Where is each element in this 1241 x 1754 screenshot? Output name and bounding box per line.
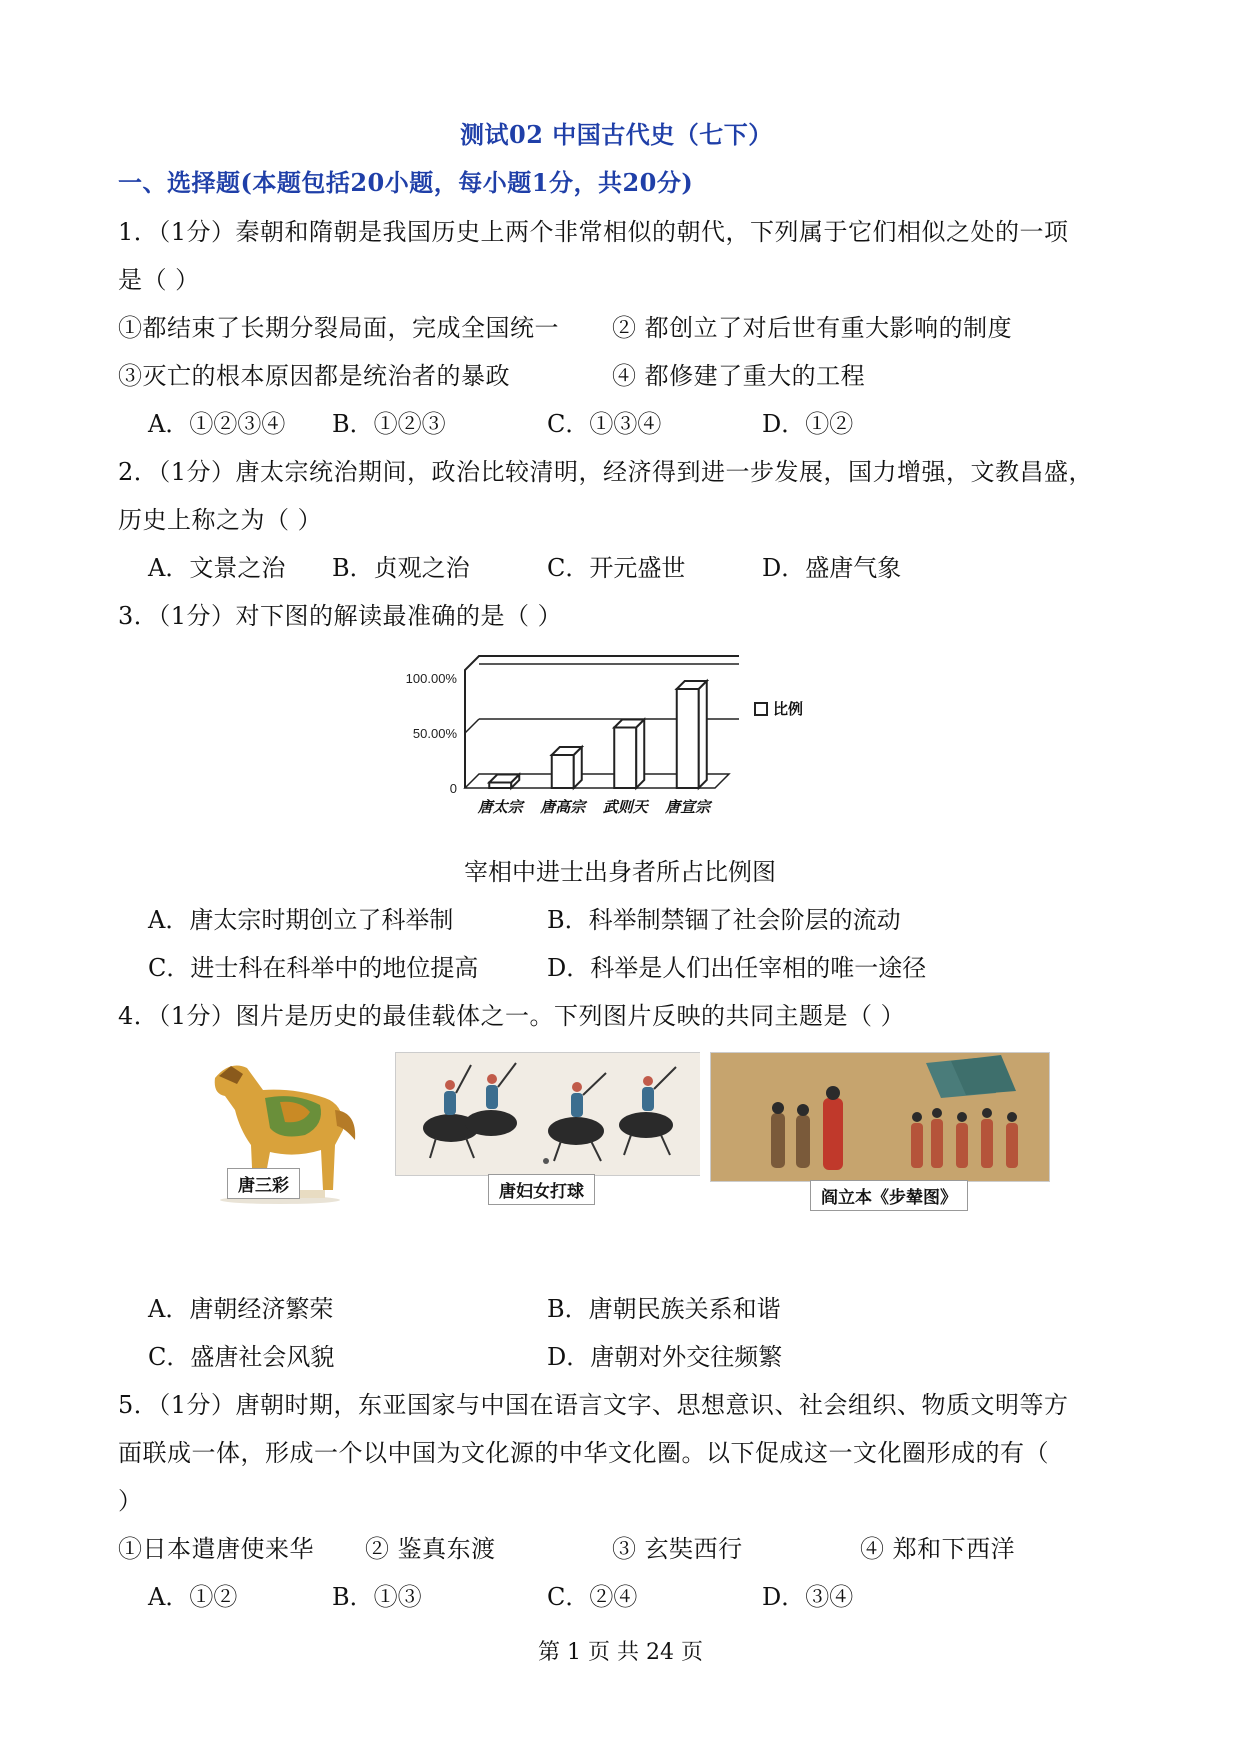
statement-3: ③ 玄奘西行: [612, 1535, 743, 1563]
bar-唐宣宗: [677, 681, 707, 788]
question-stem-continued: 历史上称之为（ ）: [118, 506, 323, 534]
statement-1: ①都结束了长期分裂局面，完成全国统一: [118, 314, 559, 342]
bar-武则天: [614, 720, 644, 789]
tang-women-polo-image: [395, 1052, 700, 1207]
image-label: 唐妇女打球: [488, 1174, 595, 1205]
statement-2: ② 都创立了对后世有重大影响的制度: [612, 314, 1013, 342]
option-a[interactable]: A．①②③④: [148, 410, 286, 438]
x-tick-label: 唐宣宗: [665, 798, 711, 816]
question-stem-end: ）: [118, 1487, 143, 1515]
question-stem-continued: 是（ ）: [118, 266, 200, 294]
question-stem-continued: 面联成一体，形成一个以中国为文化源的中华文化圈。以下促成这一文化圈形成的有（: [118, 1439, 1049, 1467]
option-a[interactable]: A．唐朝经济繁荣: [148, 1295, 334, 1323]
option-b[interactable]: B．唐朝民族关系和谐: [547, 1295, 781, 1323]
y-tick-label: 100.00%: [405, 671, 457, 686]
x-tick-label: 唐高宗: [540, 798, 586, 816]
option-b[interactable]: B．①③: [332, 1583, 422, 1611]
bar-chart: [395, 648, 835, 823]
option-a[interactable]: A．唐太宗时期创立了科举制: [148, 906, 454, 934]
question-stem: 1．（1分）秦朝和隋朝是我国历史上两个非常相似的朝代，下列属于它们相似之处的一项: [118, 218, 1069, 246]
option-c[interactable]: C．开元盛世: [547, 554, 686, 582]
statement-1: ①日本遣唐使来华: [118, 1535, 314, 1563]
image-label: 唐三彩: [227, 1168, 300, 1199]
option-b[interactable]: B．①②③: [332, 410, 446, 438]
y-tick-label: 50.00%: [412, 726, 457, 741]
x-tick-label: 武则天: [602, 798, 648, 816]
image-label: 阎立本《步辇图》: [810, 1180, 968, 1211]
option-c[interactable]: C．进士科在科举中的地位提高: [148, 954, 479, 982]
tang-sancai-image: [185, 1050, 370, 1205]
court-procession-icon: [711, 1053, 1049, 1181]
option-c[interactable]: C．①③④: [547, 410, 662, 438]
painting-canvas: [710, 1052, 1050, 1182]
option-d[interactable]: D．①②: [762, 410, 854, 438]
option-d[interactable]: D．③④: [762, 1583, 854, 1611]
x-tick-label: 唐太宗: [477, 798, 523, 816]
statement-3: ③灭亡的根本原因都是统治者的暴政: [118, 362, 510, 390]
bunian-tu-image: [710, 1052, 1050, 1212]
question-stem: 4．（1分）图片是历史的最佳载体之一。下列图片反映的共同主题是（ ）: [118, 1002, 906, 1030]
gridline-50: [465, 719, 479, 733]
option-b[interactable]: B．贞观之治: [332, 554, 470, 582]
option-d[interactable]: D．科举是人们出任宰相的唯一途径: [547, 954, 927, 982]
option-d[interactable]: D．盛唐气象: [762, 554, 902, 582]
statement-2: ② 鉴真东渡: [365, 1535, 496, 1563]
page-footer: 第 1 页 共 24 页: [538, 1640, 703, 1665]
statement-4: ④ 郑和下西洋: [860, 1535, 1016, 1563]
statement-4: ④ 都修建了重大的工程: [612, 362, 866, 390]
legend-label: 比例: [773, 700, 804, 718]
section-heading: 一、选择题(本题包括20小题，每小题1分，共20分): [118, 168, 694, 197]
question-stem: 3．（1分）对下图的解读最准确的是（ ）: [118, 602, 563, 630]
option-b[interactable]: B．科举制禁锢了社会阶层的流动: [547, 906, 901, 934]
option-c[interactable]: C．盛唐社会风貌: [148, 1343, 335, 1371]
chart-caption: 宰相中进士出身者所占比例图: [464, 858, 776, 886]
y-tick-label: 0: [449, 781, 457, 796]
polo-riders-icon: [396, 1053, 700, 1175]
bar-唐高宗: [552, 747, 582, 788]
option-d[interactable]: D．唐朝对外交往频繁: [547, 1343, 783, 1371]
option-a[interactable]: A．文景之治: [148, 554, 286, 582]
legend-swatch: [755, 703, 767, 715]
bar-唐太宗: [489, 775, 519, 789]
question-stem: 2．（1分）唐太宗统治期间，政治比较清明，经济得到进一步发展，国力增强，文教昌盛，: [118, 458, 1094, 486]
option-a[interactable]: A．①②: [148, 1583, 238, 1611]
question-stem: 5．（1分）唐朝时期，东亚国家与中国在语言文字、思想意识、社会组织、物质文明等方: [118, 1391, 1069, 1419]
option-c[interactable]: C．②④: [547, 1583, 638, 1611]
painting-canvas: [395, 1052, 700, 1176]
page-title: 测试02 中国古代史（七下）: [460, 120, 773, 149]
